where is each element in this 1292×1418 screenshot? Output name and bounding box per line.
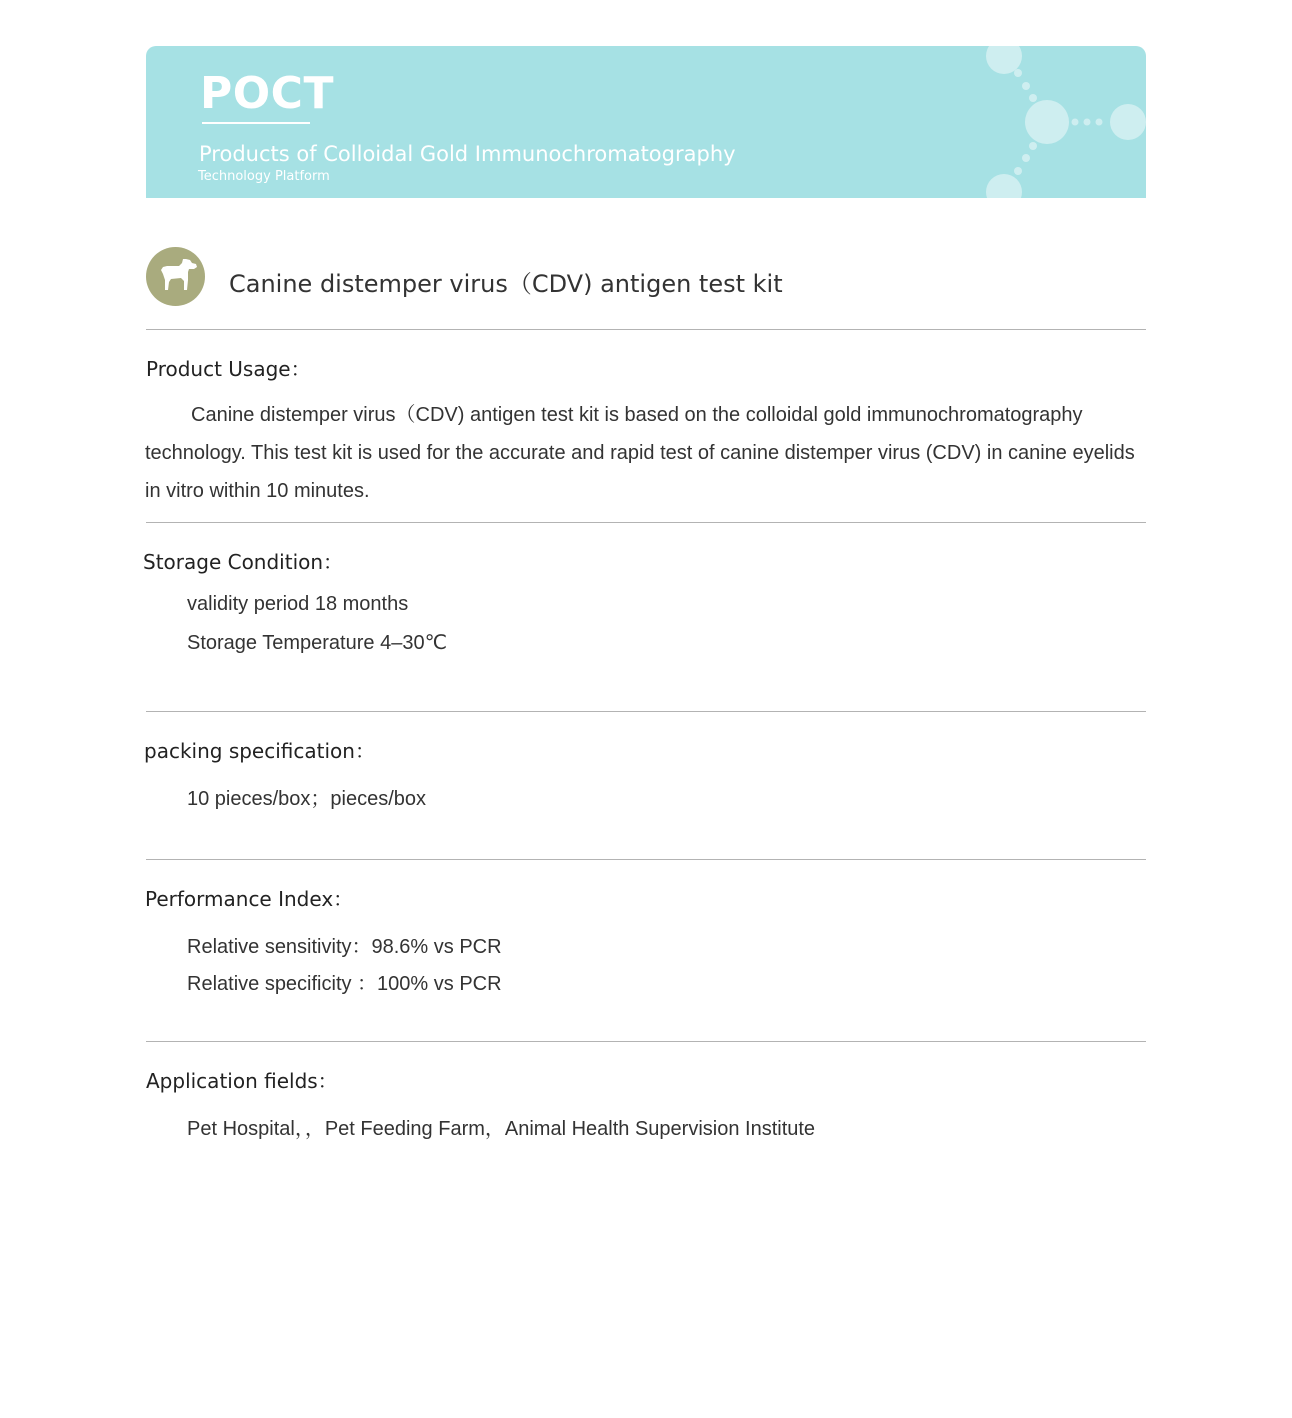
product-usage-heading: Product Usage：	[146, 357, 311, 381]
divider	[146, 1041, 1146, 1042]
divider	[146, 859, 1146, 860]
banner	[146, 46, 1146, 198]
performance-line-sensitivity: Relative sensitivity：98.6% vs PCR	[187, 936, 502, 958]
product-title: Canine distemper virus（CDV) antigen test kit	[229, 270, 783, 298]
divider	[146, 711, 1146, 712]
performance-index-heading: Performance Index：	[145, 887, 354, 911]
divider	[146, 329, 1146, 330]
performance-line-specificity: Relative specificity ：100% vs PCR	[187, 973, 502, 995]
banner-subtitle: Products of Colloidal Gold Immunochromatography	[199, 142, 736, 166]
packing-line: 10 pieces/box；pieces/box	[187, 788, 427, 810]
product-usage-text: Canine distemper virus（CDV) antigen test kit is based on the colloidal gold immunochromatography technology. This test kit is used for the accurate and rapid test of canine distemper virus (CDV) in canine eyelids in vitro within 10 minutes.	[145, 404, 1135, 502]
divider	[146, 522, 1146, 523]
storage-condition-heading: Storage Condition：	[143, 550, 344, 574]
banner-title-underline	[202, 122, 310, 124]
storage-line-validity: validity period 18 months	[187, 593, 409, 615]
banner-title: POCT	[200, 68, 334, 119]
packing-specification-heading: packing specification：	[144, 739, 375, 763]
banner-small-text: Technology Platform	[198, 169, 330, 184]
application-line: Pet Hospital，，Pet Feeding Farm，Animal Health Supervision Institute	[187, 1118, 816, 1140]
application-fields-heading: Application fields：	[146, 1069, 338, 1093]
storage-line-temperature: Storage Temperature 4–30℃	[187, 632, 448, 654]
dog-icon	[146, 247, 205, 306]
molecule-decoration-icon	[966, 46, 1146, 198]
